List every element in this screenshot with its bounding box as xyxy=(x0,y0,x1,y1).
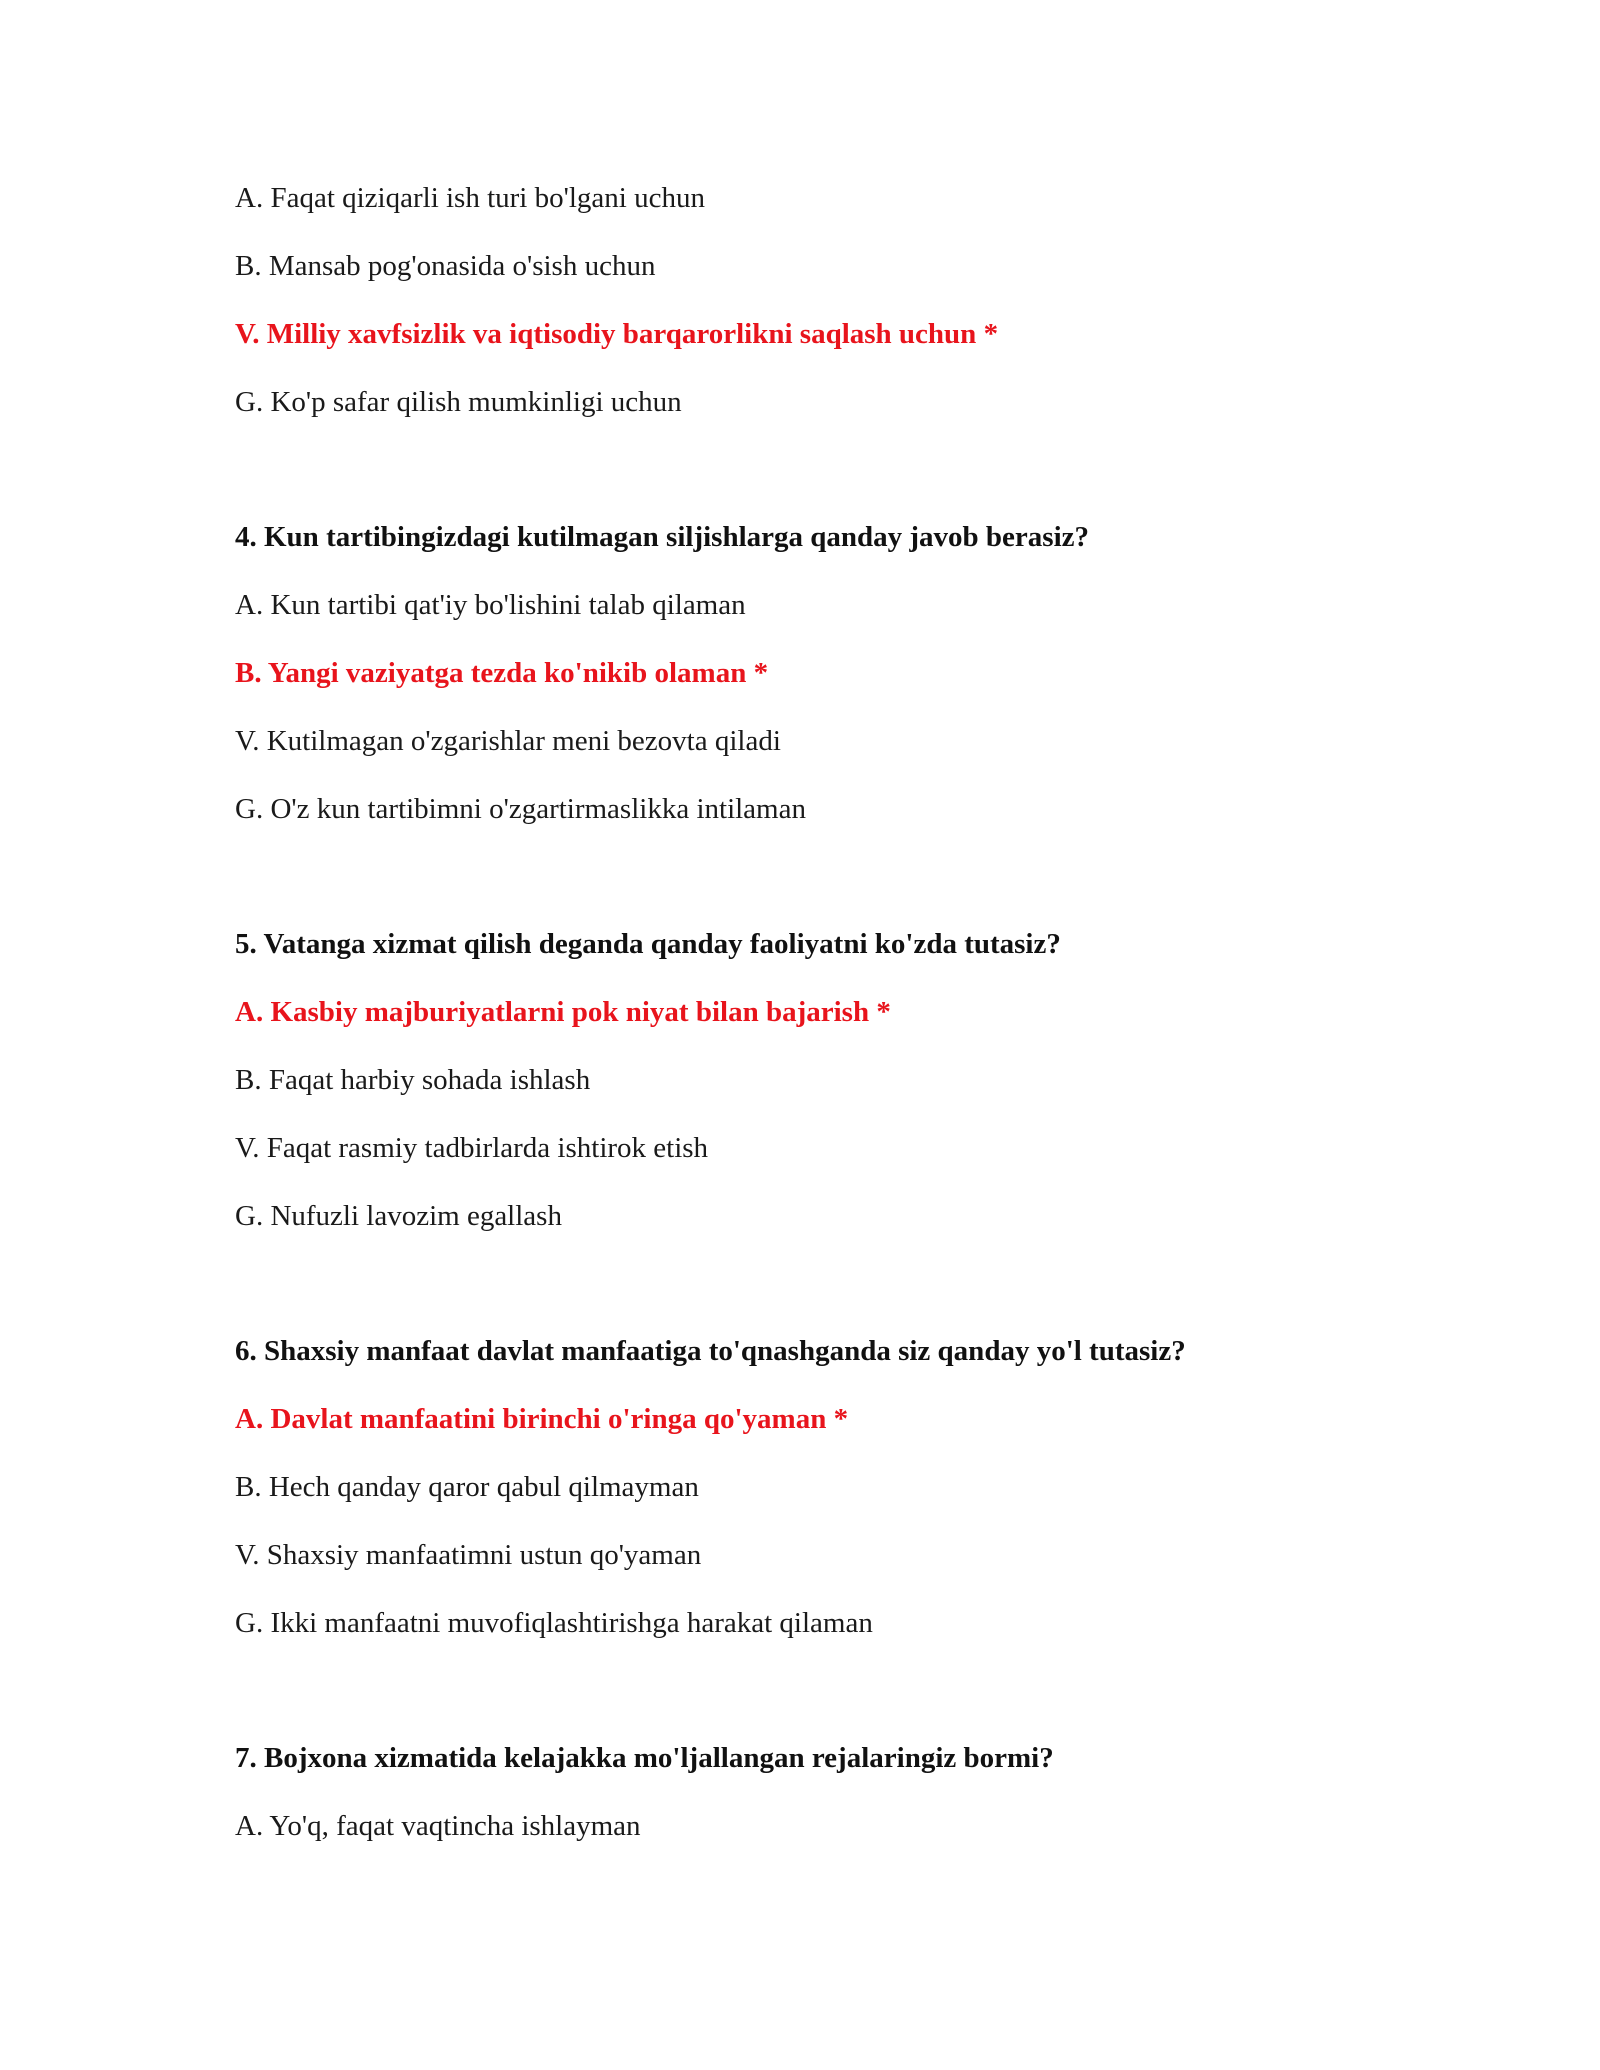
answer-option: V. Shaxsiy manfaatimni ustun qo'yaman xyxy=(235,1539,702,1571)
answer-option: G. O'z kun tartibimni o'zgartirmaslikka intilaman xyxy=(235,793,806,825)
answer-option: B. Mansab pog'onasida o'sish uchun xyxy=(235,250,656,282)
correct-answer: A. Davlat manfaatini birinchi o'ringa qo'yaman * xyxy=(235,1403,849,1435)
answer-option: G. Ko'p safar qilish mumkinligi uchun xyxy=(235,386,682,418)
answer-option: B. Faqat harbiy sohada ishlash xyxy=(235,1064,591,1096)
answer-option: V. Faqat rasmiy tadbirlarda ishtirok etish xyxy=(235,1132,709,1164)
question-heading: 6. Shaxsiy manfaat davlat manfaatiga to'qnashganda siz qanday yo'l tutasiz? xyxy=(235,1335,1186,1367)
quiz-content xyxy=(235,178,1415,1874)
correct-answer: V. Milliy xavfsizlik va iqtisodiy barqarorlikni saqlash uchun * xyxy=(235,318,999,350)
question-heading: 4. Kun tartibingizdagi kutilmagan siljishlarga qanday javob berasiz? xyxy=(235,521,1090,553)
answer-option: V. Kutilmagan o'zgarishlar meni bezovta qiladi xyxy=(235,725,781,757)
question-spacer xyxy=(235,1671,1415,1738)
correct-answer: B. Yangi vaziyatga tezda ko'nikib olaman * xyxy=(235,657,769,689)
question-heading: 5. Vatanga xizmat qilish deganda qanday faoliyatni ko'zda tutasiz? xyxy=(235,928,1061,960)
question-spacer xyxy=(235,1264,1415,1331)
answer-option: G. Ikki manfaatni muvofiqlashtirishga harakat qilaman xyxy=(235,1607,873,1639)
question-spacer xyxy=(235,857,1415,924)
answer-option: A. Faqat qiziqarli ish turi bo'lgani uchun xyxy=(235,182,705,214)
correct-answer: A. Kasbiy majburiyatlarni pok niyat bilan bajarish * xyxy=(235,996,891,1028)
answer-option: A. Yo'q, faqat vaqtincha ishlayman xyxy=(235,1810,641,1842)
answer-option: G. Nufuzli lavozim egallash xyxy=(235,1200,562,1232)
question-spacer xyxy=(235,450,1415,517)
question-heading: 7. Bojxona xizmatida kelajakka mo'ljallangan rejalaringiz bormi? xyxy=(235,1742,1054,1774)
answer-option: A. Kun tartibi qat'iy bo'lishini talab qilaman xyxy=(235,589,746,621)
answer-option: B. Hech qanday qaror qabul qilmayman xyxy=(235,1471,699,1503)
